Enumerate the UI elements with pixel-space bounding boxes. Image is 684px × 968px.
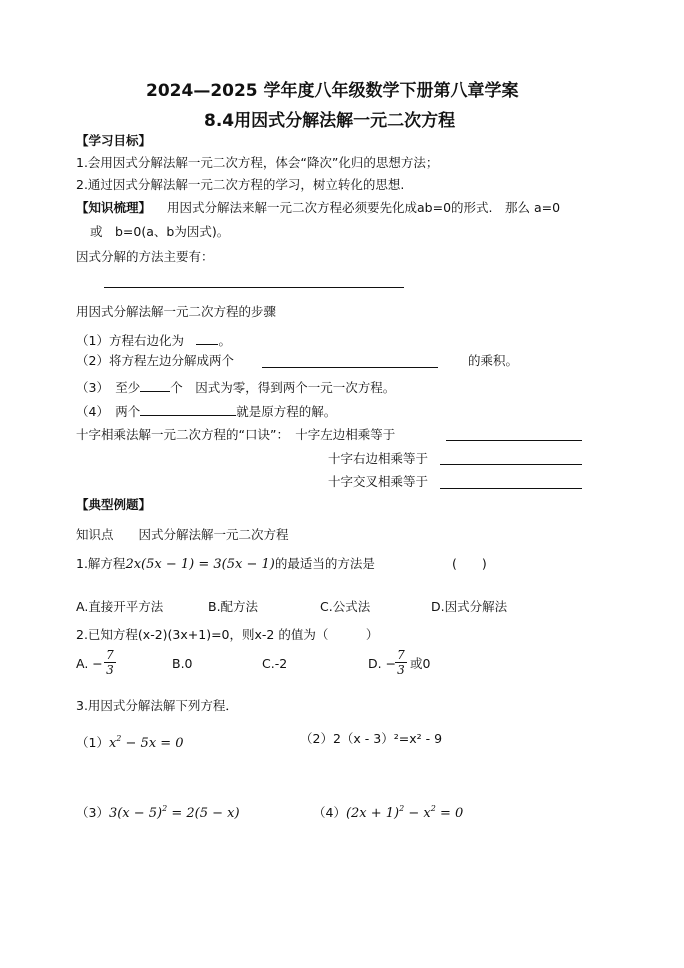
step-4-text: （4） 两个 xyxy=(76,404,141,419)
q3-3-label: （3） xyxy=(76,805,109,820)
q2-option-d-suffix: 或0 xyxy=(410,656,431,671)
q2-option-a-fraction xyxy=(104,648,116,677)
cross-rule-1: 十字相乘法解一元二次方程的“口诀”： 十字左边相乘等于 xyxy=(76,427,396,442)
knowledge-point: 知识点 因式分解法解一元二次方程 xyxy=(76,527,289,542)
step-4 xyxy=(76,402,336,420)
cross-blank-1 xyxy=(446,440,582,441)
step-1-blank xyxy=(196,331,218,345)
page-subtitle: 8.4用因式分解法解一元二次方程 xyxy=(204,111,456,131)
q1-option-c: C.公式法 xyxy=(320,599,371,614)
q2-option-d: D. − xyxy=(368,656,397,671)
q3-part-2: （2）2（x - 3）²=x² - 9 xyxy=(300,731,443,746)
q3-4-label: （4） xyxy=(313,805,346,820)
methods-blank xyxy=(104,287,404,288)
step-3-blank xyxy=(140,378,170,392)
step-3-end: 个 因式为零，得到两个一元一次方程。 xyxy=(170,380,396,395)
q2-d-numerator: 7 xyxy=(397,648,405,662)
goals-heading: 【学习目标】 xyxy=(76,133,152,148)
step-2: （2）将方程左边分解成两个 xyxy=(76,353,234,368)
q1-option-b: B.配方法 xyxy=(208,599,259,614)
q3-4-exponent-2: 2 xyxy=(430,804,436,813)
q3-1-exponent: 2 xyxy=(116,734,122,743)
cross-rule-3: 十字交叉相乘等于 xyxy=(328,474,429,489)
q1-equation: 2x(5x − 1) = 3(5x − 1) xyxy=(125,557,275,572)
q2-a-numerator: 7 xyxy=(106,648,114,662)
q2-option-c: C.-2 xyxy=(262,656,288,671)
step-2-end: 的乘积。 xyxy=(468,353,519,368)
question-1 xyxy=(76,556,375,573)
q3-4-eq-b: − x xyxy=(404,806,431,821)
cross-rule-2: 十字右边相乘等于 xyxy=(328,451,429,466)
step-3 xyxy=(76,378,395,396)
q3-part-3 xyxy=(76,801,240,822)
question-3: 3.用因式分解法解下列方程． xyxy=(76,698,238,713)
step-2-blank xyxy=(262,367,438,368)
goal-1: 1.会用因式分解法解一元二次方程，体会“降次”化归的思想方法； xyxy=(76,155,439,170)
q3-3-equation xyxy=(109,806,240,821)
q3-1-equation xyxy=(109,736,184,751)
q1-answer-paren: ( ) xyxy=(452,556,487,571)
q3-1-eq-rest: − 5x = 0 xyxy=(121,736,184,751)
q3-3-eq-left: 3(x − 5) xyxy=(108,806,163,821)
step-1 xyxy=(76,331,231,349)
step-3-text: （3） 至少 xyxy=(76,380,141,395)
cross-blank-3 xyxy=(440,488,582,489)
review-line-1: 用因式分解法来解一元二次方程必须要先化成ab=0的形式. 那么 a=0 xyxy=(167,200,561,215)
step-1-text: （1）方程右边化为 xyxy=(76,333,197,348)
q2-option-b: B.0 xyxy=(172,656,193,671)
q1-option-a: A.直接开平方法 xyxy=(76,599,164,614)
q3-3-exponent: 2 xyxy=(162,804,168,813)
q1-suffix: 的最适当的方法是 xyxy=(274,556,375,571)
q3-1-label: （1） xyxy=(76,735,109,750)
step-4-end: 就是原方程的解。 xyxy=(236,404,337,419)
q2-option-d-fraction xyxy=(395,648,407,677)
q3-4-equation xyxy=(346,806,463,821)
q2-d-denominator: 3 xyxy=(397,663,405,677)
q3-1-eq-x: x xyxy=(108,736,117,751)
q3-4-eq-c: = 0 xyxy=(435,806,464,821)
review-line-2: 或 b=0(a、b为因式)。 xyxy=(90,224,230,239)
q3-part-1 xyxy=(76,731,184,752)
steps-title: 用因式分解法解一元二次方程的步骤 xyxy=(76,304,277,319)
q3-4-exponent-1: 2 xyxy=(399,804,405,813)
review-heading: 【知识梳理】 xyxy=(76,200,152,215)
step-4-blank xyxy=(140,402,236,416)
goal-2: 2.通过因式分解法解一元二次方程的学习，树立转化的思想. xyxy=(76,177,405,192)
examples-heading: 【典型例题】 xyxy=(76,497,152,512)
q3-3-eq-right: = 2(5 − x) xyxy=(167,806,240,821)
page-title: 2024—2025 学年度八年级数学下册第八章学案 xyxy=(146,81,519,101)
q1-prefix: 1.解方程 xyxy=(76,556,126,571)
q2-a-denominator: 3 xyxy=(106,663,114,677)
q2-option-a: A. − xyxy=(76,656,103,671)
cross-blank-2 xyxy=(440,464,582,465)
methods-label: 因式分解的方法主要有： xyxy=(76,249,214,264)
q3-4-eq-a: (2x + 1) xyxy=(345,806,400,821)
question-2: 2.已知方程(x-2)(3x+1)=0，则x-2 的值为（ ） xyxy=(76,627,379,642)
q1-option-d: D.因式分解法 xyxy=(431,599,508,614)
step-1-end: 。 xyxy=(218,333,231,348)
q3-part-4 xyxy=(313,801,463,822)
